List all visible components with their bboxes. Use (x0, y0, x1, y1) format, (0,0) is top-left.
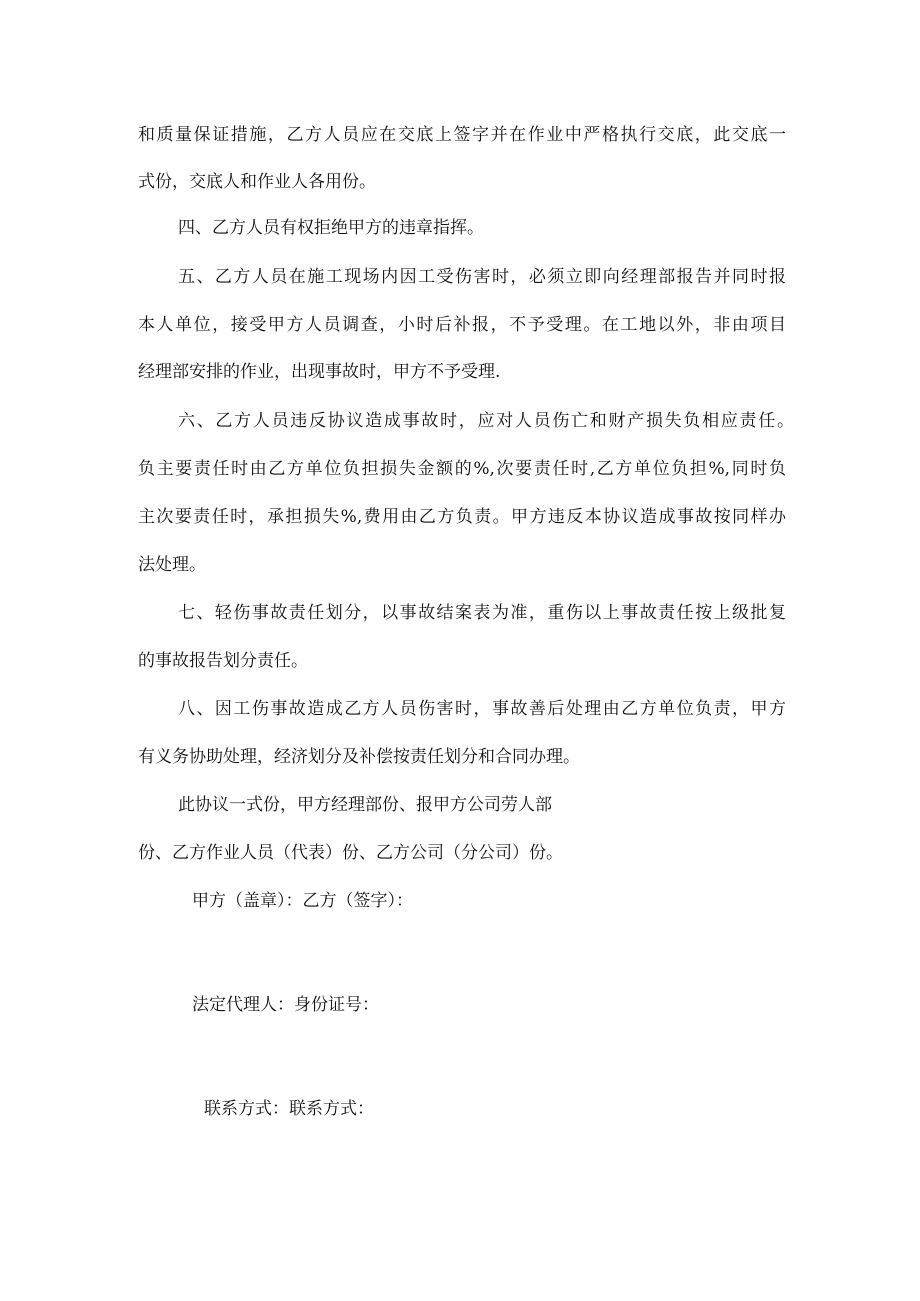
copies-line-2: 份、乙方作业人员（代表）份、乙方公司（分公司）份。 (138, 843, 563, 863)
signature-parties: 甲方（盖章）：乙方（签字）： (192, 891, 413, 911)
legal-representative-line: 法定代理人：身份证号： (192, 995, 379, 1015)
clause-6-line-1: 六、乙方人员违反协议造成事故时，应对人员伤亡和财产损失负相应责任。 (178, 411, 794, 431)
clause-7-line-2: 的事故报告划分责任。 (138, 651, 308, 671)
clause-5-line-3: 经理部安排的作业，出现事故时，甲方不予受理. (138, 362, 501, 382)
contact-line: 联系方式：联系方式： (204, 1099, 374, 1119)
clause-5-line-1: 五、乙方人员在施工现场内因工受伤害时，必须立即向经理部报告并同时报 (178, 267, 786, 287)
clause-7-line-1: 七、轻伤事故责任划分，以事故结案表为准，重伤以上事故责任按上级批复 (178, 603, 786, 623)
clause-5-line-2: 本人单位，接受甲方人员调查，小时后补报，不予受理。在工地以外，非由项目 (138, 315, 786, 335)
clause-8-line-2: 有义务协助处理，经济划分及补偿按责任划分和合同办理。 (138, 747, 580, 767)
text-line-2: 式份，交底人和作业人各用份。 (138, 172, 376, 192)
clause-4: 四、乙方人员有权拒绝甲方的违章指挥。 (178, 218, 484, 238)
clause-8-line-1: 八、因工伤事故造成乙方人员伤害时，事故善后处理由乙方单位负责，甲方 (178, 699, 786, 719)
text-line-1: 和质量保证措施，乙方人员应在交底上签字并在作业中严格执行交底，此交底一 (138, 125, 786, 145)
clause-6-line-2: 负主要责任时由乙方单位负担损失金额的%,次要责任时,乙方单位负担%,同时负 (138, 459, 786, 479)
clause-6-line-4: 法处理。 (138, 555, 206, 575)
clause-6-line-3: 主次要责任时，承担损失%,费用由乙方负责。甲方违反本协议造成事故按同样办 (138, 507, 786, 527)
copies-line-1: 此协议一式份，甲方经理部份、报甲方公司劳人部 (178, 795, 552, 815)
